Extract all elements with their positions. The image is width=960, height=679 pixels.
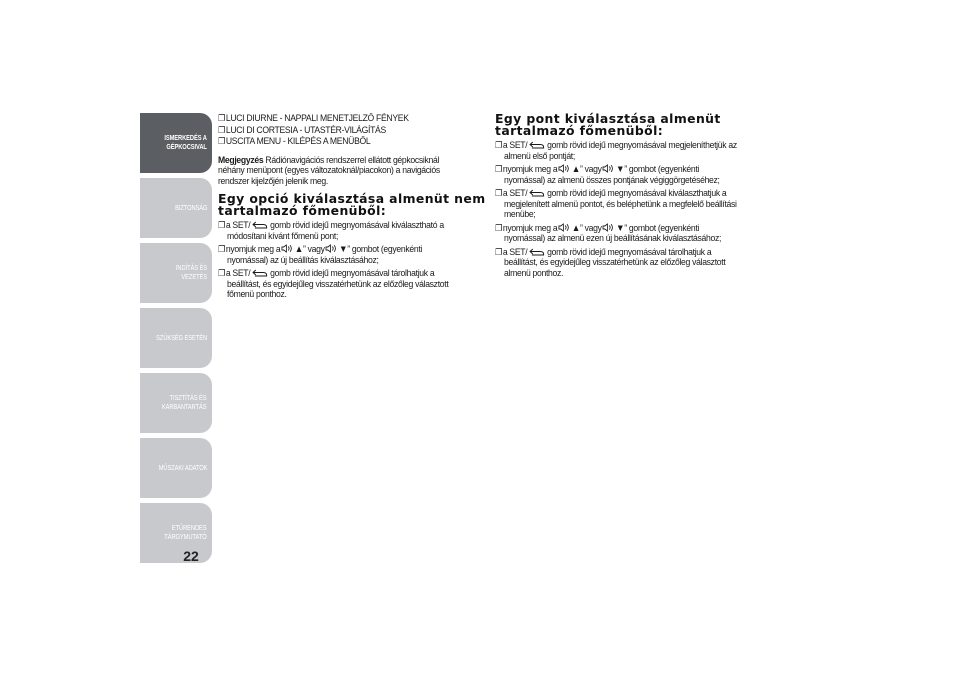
menu-item-luci-diurne: ❐LUCI DIURNE - NAPPALI MENETJELZŐ FÉNYEK (218, 113, 409, 124)
speaker-icon (558, 164, 571, 173)
list-item: ❐a SET/ gomb rövid idejű megnyomásával megjeleníthetjük az almenü első pontját; (495, 140, 737, 162)
speaker-icon (325, 244, 338, 253)
tab-label: BIZTONSÁG (174, 204, 207, 212)
menu-item-luci-cortesia: ❐LUCI DI CORTESIA - UTASTÉR-VILÁGÍTÁS (218, 124, 386, 136)
tab-label: SZÜKSÉG ESETÉN (156, 334, 207, 342)
section-heading: Egy pont kiválasztása almenüt tartalmazó főmenüből: (495, 111, 721, 138)
checkbox-icon: ❐ (218, 220, 225, 230)
list-item: ❐nyomjuk meg a ▲” vagy ▼” gombot (egyenkénti nyomással) az almenü összes pontjának végiggörgetéséhez; (495, 164, 720, 186)
set-back-icon (529, 189, 545, 197)
set-back-icon (252, 221, 268, 229)
list-item: ❐a SET/ gomb rövid idejű megnyomásával tárolhatjuk a beállítást, és egyidejűleg visszatérhetünk az előzőleg választott almenü ponthoz. (495, 246, 726, 279)
section-heading: Egy opció kiválasztása almenüt nem tartalmazó főmenüből: (218, 191, 486, 218)
set-back-icon (529, 141, 545, 149)
speaker-icon (281, 244, 294, 253)
note: Megjegyzés Rádiónavigációs rendszerrel ellátott gépkocsiknál (218, 154, 440, 166)
set-back-icon (252, 269, 268, 277)
list-item: ❐nyomjuk meg a ▲” vagy ▼” gombot (egyenkénti nyomással) az almenü ezen új beállításának kiválasztásához; (495, 222, 722, 244)
section-tabs (140, 113, 212, 568)
list-item: ❐a SET/ gomb rövid idejű megnyomásával kiválaszthatjuk a megjelenített almenü pontot, és beléphetünk a megfelelő beállítási menübe; (495, 188, 737, 220)
list-item: ❐a SET/ gomb rövid idejű megnyomásával kiválasztható a módosítani kívánt főmenü pont; (218, 220, 444, 242)
right-column (495, 113, 775, 281)
speaker-icon (602, 164, 615, 173)
tab-label: TISZTÍTÁS ÉS KARBANTARTÁS (162, 395, 207, 411)
speaker-icon (558, 223, 571, 232)
tab-label: MŰSZAKI ADATOK (158, 464, 207, 472)
checkbox-icon: ❐ (218, 136, 225, 146)
checkbox-icon: ❐ (495, 140, 502, 150)
checkbox-icon: ❐ (495, 246, 502, 257)
down-arrow-icon: ▼ (615, 164, 625, 175)
checkbox-icon: ❐ (495, 222, 502, 233)
menu-item-uscita-menu: ❐USCITA MENU - KILÉPÉS A MENÜBŐL (218, 136, 371, 147)
tab-label: ISMERKEDÉS A GÉPKOCSIVAL (164, 135, 207, 151)
page-number: 22 (183, 548, 199, 564)
down-arrow-icon: ▼ (338, 244, 348, 255)
list-item: ❐a SET/ gomb rövid idejű megnyomásával tárolhatjuk a beállítást, és egyidejűleg visszatérhetünk az előzőleg választott főmenü ponthoz. (218, 268, 449, 300)
tab-biztonsag[interactable] (140, 178, 212, 238)
tab-muszaki[interactable] (140, 438, 212, 498)
speaker-icon (602, 223, 615, 232)
down-arrow-icon: ▼ (615, 222, 625, 234)
checkbox-icon: ❐ (218, 244, 225, 254)
note-title: Megjegyzés (218, 154, 264, 166)
tab-label: INDÍTÁS ÉS VEZETÉS (175, 265, 207, 281)
up-arrow-icon: ▲ (294, 244, 303, 255)
note-line: néhány menüpont (egyes változatoknál/piacokon) a navigációs (218, 165, 440, 176)
checkbox-icon: ❐ (495, 164, 502, 174)
tab-inditas[interactable] (140, 243, 212, 303)
checkbox-icon: ❐ (218, 113, 225, 123)
checkbox-icon: ❐ (218, 124, 225, 135)
tab-label: ETŰRENDES TÁRGYMUTATÓ (164, 525, 207, 541)
checkbox-icon: ❐ (218, 268, 225, 278)
note-line: rendszer kijelzőjén jelenik meg. (218, 175, 328, 187)
left-column (218, 113, 490, 303)
set-back-icon (529, 248, 545, 256)
list-item: ❐nyomjuk meg a ▲” vagy ▼” gombot (egyenkénti nyomással) az új beállítás kiválasztásához; (218, 244, 423, 266)
tab-tisztitas[interactable] (140, 373, 212, 433)
tab-szukseg[interactable] (140, 308, 212, 368)
tab-ismerkedes[interactable] (140, 113, 212, 173)
up-arrow-icon: ▲ (571, 222, 580, 234)
checkbox-icon: ❐ (495, 188, 502, 198)
up-arrow-icon: ▲ (571, 164, 580, 175)
